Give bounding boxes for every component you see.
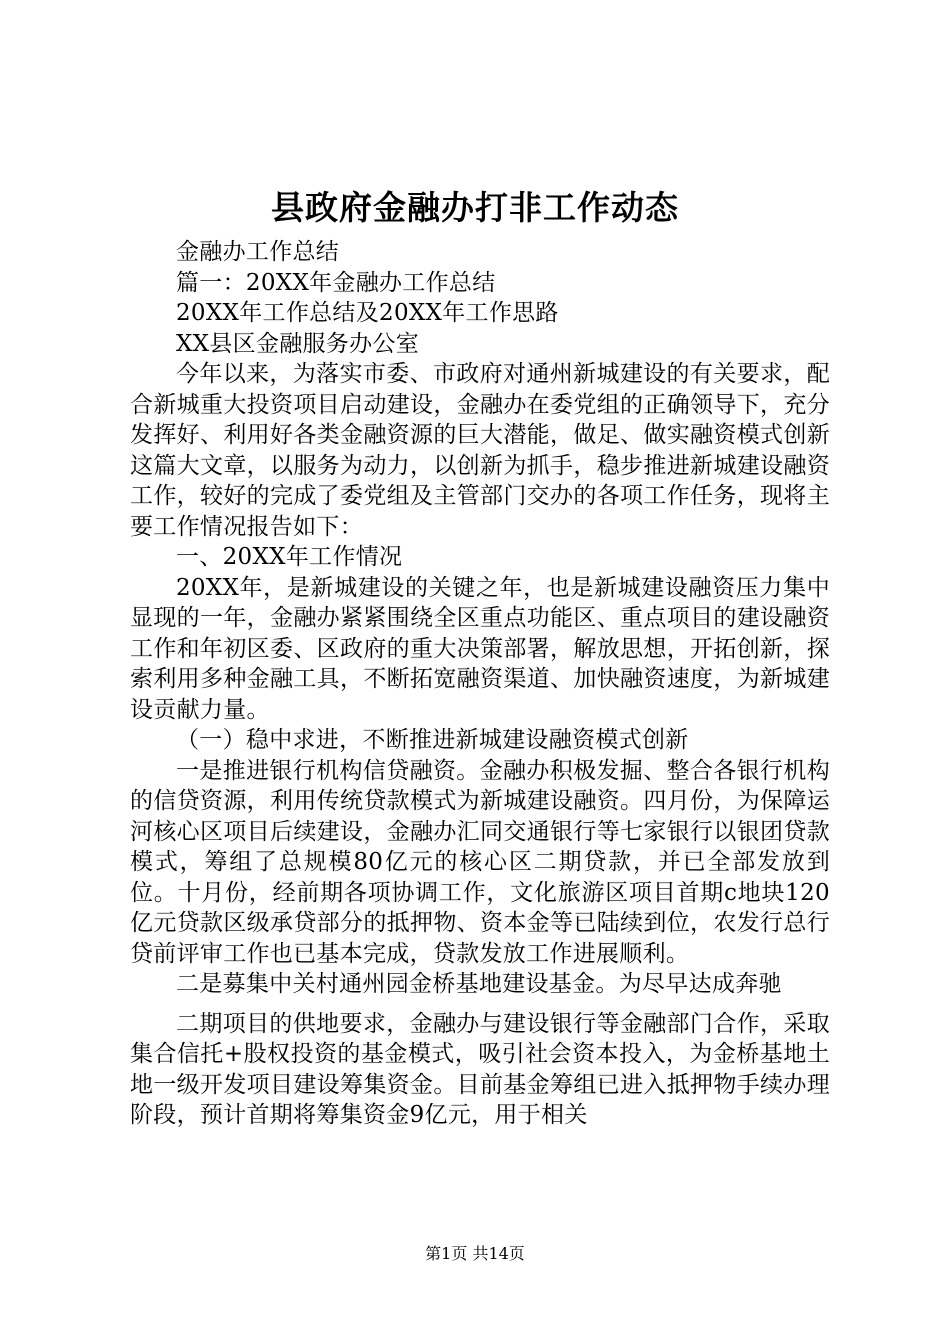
paragraph-fund-raising: 二是募集中关村通州园金桥基地建设基金。为尽早达成奔驰: [176, 971, 782, 997]
paragraph-phase-two: 二期项目的供地要求，金融办与建设银行等金融部门合作，采取集合信托+股权投资的基金模式，吸引社会资本投入，为金桥基地土地一级开发项目建设筹集资金。目前基金筹组已进入抵押物手续办理阶段，预计首期将筹集资金9亿元，用于相关: [130, 1010, 830, 1128]
paragraph-heading-summary: 金融办工作总结: [176, 239, 340, 265]
page-footer: 第1页 共14页: [425, 1244, 525, 1263]
paragraph-intro: 今年以来，为落实市委、市政府对通州新城建设的有关要求，配合新城重大投资项目启动建设，金融办在委党组的正确领导下，充分发挥好、利用好各类金融资源的巨大潜能，做足、做实融资模式创新这篇大文章，以服务为动力，以创新为抓手，稳步推进新城建设融资工作，较好的完成了委党组及主管部门交办的各项工作任务，现将主要工作情况报告如下：: [130, 361, 830, 540]
document-body: [130, 207, 830, 1131]
paragraph-chapter-one: 篇一：20XX年金融办工作总结: [176, 269, 496, 296]
paragraph-office: XX县区金融服务办公室: [176, 330, 420, 357]
paragraph-bank-credit: 一是推进银行机构信贷融资。金融办积极发掘、整合各银行机构的信贷资源，利用传统贷款模式为新城建设融资。四月份，为保障运河核心区项目后续建设，金融办汇同交通银行等七家银行以银团贷款模式，筹组了总规模80亿元的核心区二期贷款，并已全部发放到位。十月份，经前期各项协调工作，文化旅游区项目首期c地块120亿元贷款区级承贷部分的抵押物、资本金等已陆续到位，农发行总行贷前评审工作也已基本完成，贷款发放工作进展顺利。: [130, 757, 830, 967]
paragraph-subtitle: 20XX年工作总结及20XX年工作思路: [176, 300, 559, 326]
paragraph-subsection-one: （一）稳中求进，不断推进新城建设融资模式创新: [176, 727, 689, 753]
paragraph-section-one: 一、20XX年工作情况: [176, 544, 403, 570]
document-title: 县政府金融办打非工作动态: [271, 188, 679, 227]
paragraph-year-overview: 20XX年，是新城建设的关键之年，也是新城建设融资压力集中显现的一年，金融办紧紧围绕全区重点功能区、重点项目的建设融资工作和年初区委、区政府的重大决策部署，解放思想，开拓创新，探索利用多种金融工具，不断拓宽融资渠道、加快融资速度，为新城建设贡献力量。: [130, 574, 830, 723]
